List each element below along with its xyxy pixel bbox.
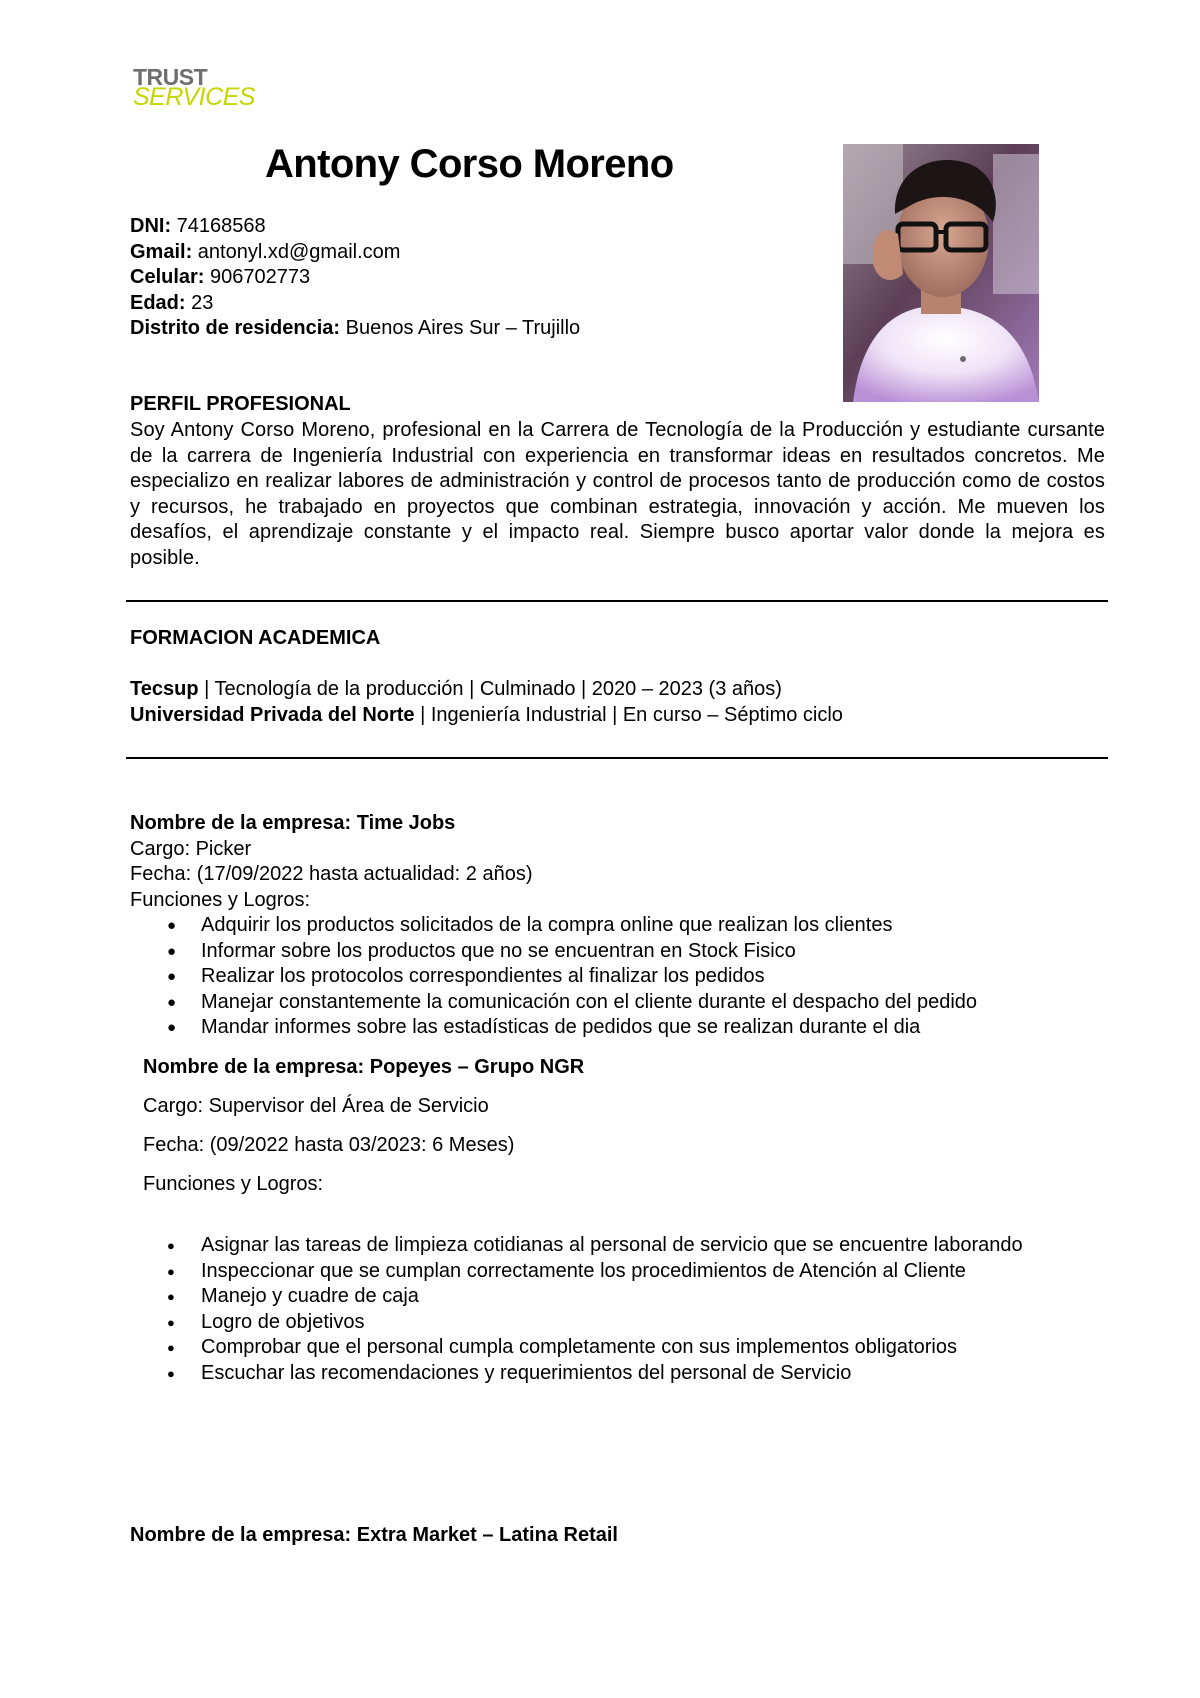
profile-photo [843, 144, 1039, 402]
job-functions-label: Funciones y Logros: [143, 1173, 324, 1195]
list-item: ● Comprobar que el personal cumpla completamente con sus implementos obligatorios [130, 1335, 1151, 1361]
list-item: ● Manejar constantemente la comunicación con el cliente durante el despacho del pedido [130, 990, 977, 1016]
job-company: Nombre de la empresa: Time Jobs [130, 812, 456, 834]
profile-heading: PERFIL PROFESIONAL [130, 393, 351, 415]
list-item: ● Informar sobre los productos que no se encuentran en Stock Fisico [130, 939, 977, 965]
job-entry-time-jobs [130, 811, 977, 1041]
candidate-name: Antony Corso Moreno [265, 142, 674, 186]
job-bullet-list [130, 1233, 1151, 1386]
contact-phone: Celular: 906702773 [130, 266, 311, 288]
contact-district: Distrito de residencia: Buenos Aires Sur – Trujillo [130, 317, 581, 339]
list-item: ● Adquirir los productos solicitados de la compra online que realizan los clientes [130, 913, 977, 939]
job-entry-extra-market [130, 1523, 618, 1549]
profile-paragraph: Soy Antony Corso Moreno, profesional en la Carrera de Tecnología de la Producción y estudiante cursante de la carrera de Ingeniería Industrial con experiencia en transformar ideas en resultados concretos. Me especializo en realizar labores de administración y control de procesos tanto de producción como de costos y recursos, he trabajado en proyectos que combinan estrategia, innovación y acción. Me mueven los desafíos, el aprendizaje constante y el impacto real. Siempre busco aportar valor donde la mejora es posible. [130, 419, 1105, 569]
contact-age: Edad: 23 [130, 291, 214, 314]
divider-line [126, 757, 1108, 759]
education-list [130, 677, 843, 728]
education-heading: FORMACION ACADEMICA [130, 627, 381, 649]
list-item: ● Logro de objetivos [130, 1310, 1151, 1336]
job-role: Cargo: Supervisor del Área de Servicio [143, 1095, 489, 1117]
job-role: Cargo: Picker [130, 837, 252, 860]
list-item: ● Escuchar las recomendaciones y requerimientos del personal de Servicio [130, 1361, 1151, 1387]
list-item: ● Manejo y cuadre de caja [130, 1284, 1151, 1310]
job-company: Nombre de la empresa: Extra Market – Latina Retail [130, 1524, 618, 1546]
job-company: Nombre de la empresa: Popeyes – Grupo NGR [143, 1056, 585, 1078]
job-date: Fecha: (17/09/2022 hasta actualidad: 2 años) [130, 863, 533, 885]
contact-dni: DNI: 74168568 [130, 215, 266, 237]
list-item: ● Realizar los protocolos correspondientes al finalizar los pedidos [130, 964, 977, 990]
profile-photo-image [843, 144, 1039, 402]
list-item: ● Inspeccionar que se cumplan correctamente los procedimientos de Atención al Cliente [130, 1259, 1151, 1285]
list-item: ● Mandar informes sobre las estadísticas de pedidos que se realizan durante el dia [130, 1015, 977, 1041]
job-bullet-list [130, 913, 977, 1041]
education-item: Universidad Privada del Norte | Ingeniería Industrial | En curso – Séptimo ciclo [130, 703, 843, 726]
contact-info [130, 214, 580, 342]
job-entry-popeyes [143, 1054, 1151, 1386]
divider-line [126, 600, 1108, 602]
company-logo [133, 66, 255, 110]
contact-email: Gmail: antonyl.xd@gmail.com [130, 240, 401, 263]
education-item: Tecsup | Tecnología de la producción | Culminado | 2020 – 2023 (3 años) [130, 678, 782, 700]
job-functions-label: Funciones y Logros: [130, 888, 311, 911]
list-item: ● Asignar las tareas de limpieza cotidianas al personal de servicio que se encuentre laborando [130, 1233, 1151, 1259]
logo-line-services: SERVICES [133, 83, 255, 111]
logo-line-trust: TRUST [133, 64, 208, 90]
job-date: Fecha: (09/2022 hasta 03/2023: 6 Meses) [143, 1134, 515, 1156]
